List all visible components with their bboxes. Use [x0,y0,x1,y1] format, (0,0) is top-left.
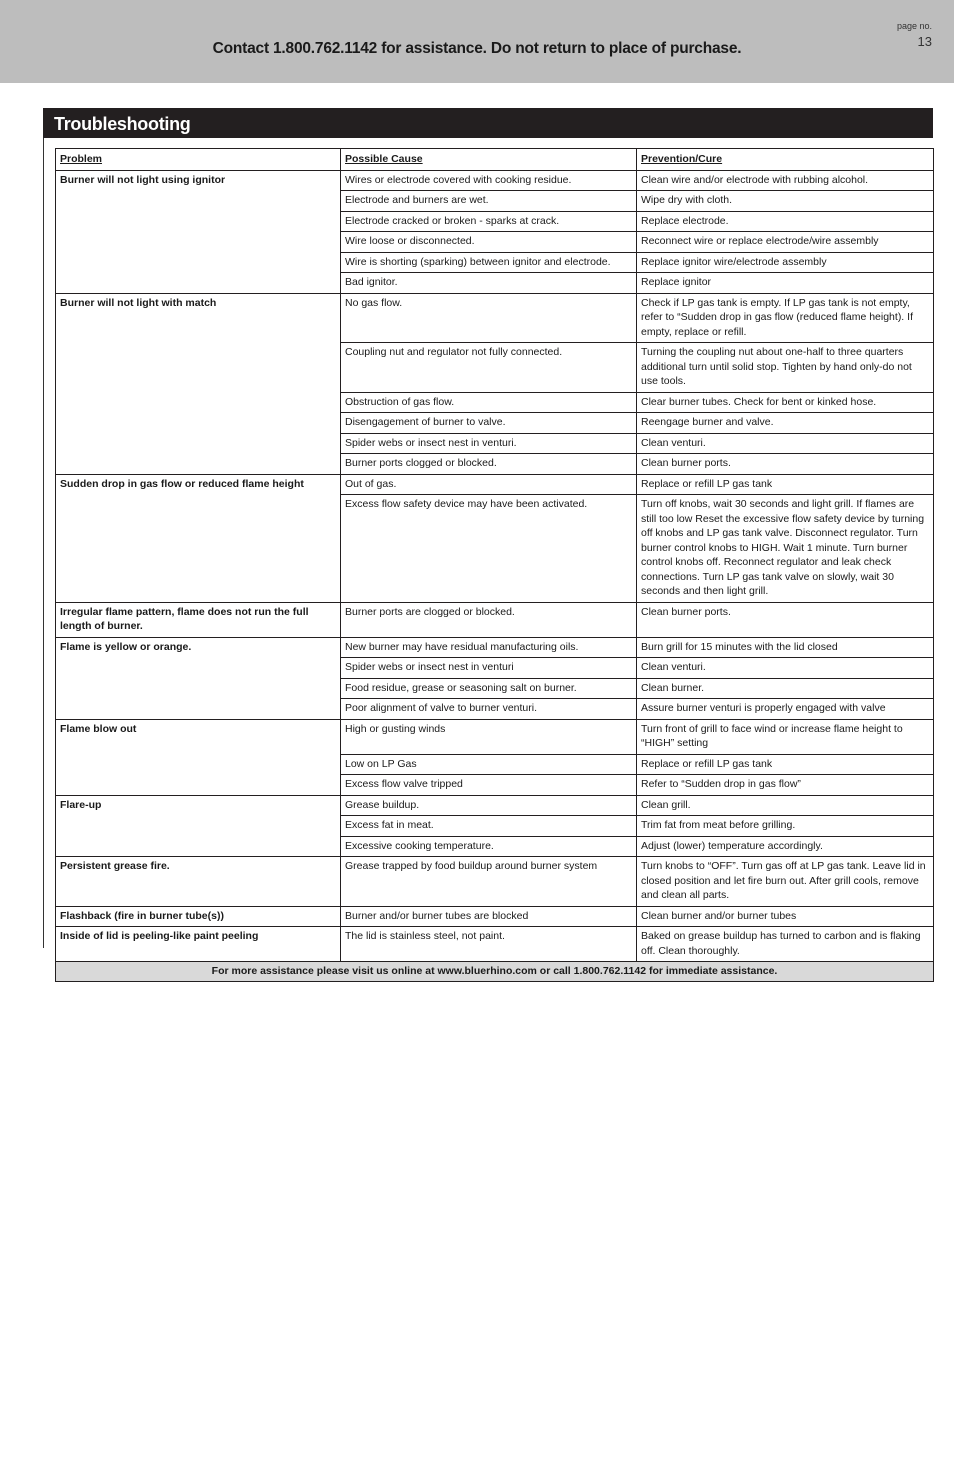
header-band [0,0,954,83]
column-header-problem: Problem [56,149,341,171]
cure-cell: Turn knobs to “OFF”. Turn gas off at LP gas tank. Leave lid in closed position and let fire burn out. After grill cools, remove and clean all parts. [637,857,934,907]
cause-cell: Electrode and burners are wet. [341,191,637,212]
cure-cell: Clean wire and/or electrode with rubbing alcohol. [637,170,934,191]
problem-cell: Burner will not light with match [56,293,341,474]
cure-cell: Reconnect wire or replace electrode/wire assembly [637,232,934,253]
assistance-note: For more assistance please visit us online at www.bluerhino.com or call 1.800.762.1142 for immediate assistance. [56,962,934,982]
cure-cell: Clear burner tubes. Check for bent or kinked hose. [637,392,934,413]
contact-line: Contact 1.800.762.1142 for assistance. Do not return to place of purchase. [212,40,742,57]
column-header-cause: Possible Cause [341,149,637,171]
table-row [56,719,934,754]
cure-cell: Burn grill for 15 minutes with the lid closed [637,637,934,658]
cure-cell: Clean burner. [637,678,934,699]
cause-cell: Low on LP Gas [341,754,637,775]
section-header-bar [43,108,933,138]
cause-cell: Grease trapped by food buildup around burner system [341,857,637,907]
cure-cell: Replace electrode. [637,211,934,232]
cause-cell: Burner ports are clogged or blocked. [341,602,637,637]
cause-cell: High or gusting winds [341,719,637,754]
cure-cell: Replace or refill LP gas tank [637,754,934,775]
cause-cell: No gas flow. [341,293,637,343]
cause-cell: Grease buildup. [341,795,637,816]
cause-cell: Obstruction of gas flow. [341,392,637,413]
cure-cell: Clean burner ports. [637,454,934,475]
cause-cell: Bad ignitor. [341,273,637,294]
cure-cell: Replace ignitor wire/electrode assembly [637,252,934,273]
cure-cell: Clean grill. [637,795,934,816]
cause-cell: Spider webs or insect nest in venturi [341,658,637,679]
problem-cell: Irregular flame pattern, flame does not run the full length of burner. [56,602,341,637]
table-row [56,795,934,816]
section-title: Troubleshooting [54,114,191,134]
cause-cell: Out of gas. [341,474,637,495]
cure-cell: Replace ignitor [637,273,934,294]
problem-cell: Flashback (fire in burner tube(s)) [56,906,341,927]
problem-cell: Inside of lid is peeling-like paint peeling [56,927,341,962]
cause-cell: Excess fat in meat. [341,816,637,837]
cause-cell: Excess flow valve tripped [341,775,637,796]
cause-cell: Excessive cooking temperature. [341,836,637,857]
cause-cell: Spider webs or insect nest in venturi. [341,433,637,454]
problem-cell: Flame is yellow or orange. [56,637,341,719]
table-row [56,637,934,658]
table-footer-row [56,962,934,982]
table-row [56,906,934,927]
column-header-cure: Prevention/Cure [637,149,934,171]
table-header-row [56,149,934,171]
cure-cell: Replace or refill LP gas tank [637,474,934,495]
troubleshooting-table [55,148,934,982]
table-row [56,857,934,907]
cure-cell: Assure burner venturi is properly engaged with valve [637,699,934,720]
table-row [56,170,934,191]
table-body [56,170,934,981]
cause-cell: Wire loose or disconnected. [341,232,637,253]
problem-cell: Flare-up [56,795,341,857]
cause-cell: Coupling nut and regulator not fully connected. [341,343,637,393]
cure-cell: Adjust (lower) temperature accordingly. [637,836,934,857]
cure-cell: Clean burner and/or burner tubes [637,906,934,927]
cause-cell: Wires or electrode covered with cooking residue. [341,170,637,191]
table-row [56,293,934,343]
cause-cell: Disengagement of burner to valve. [341,413,637,434]
cause-cell: Burner ports clogged or blocked. [341,454,637,475]
problem-cell: Persistent grease fire. [56,857,341,907]
table-row [56,602,934,637]
cause-cell: Wire is shorting (sparking) between ignitor and electrode. [341,252,637,273]
table-row [56,474,934,495]
cure-cell: Baked on grease buildup has turned to carbon and is flaking off. Clean thoroughly. [637,927,934,962]
page-number: 13 [917,34,932,49]
left-margin-rule [43,108,44,948]
cure-cell: Check if LP gas tank is empty. If LP gas tank is not empty, refer to “Sudden drop in gas flow (reduced flame height). If empty, replace or refill. [637,293,934,343]
cure-cell: Reengage burner and valve. [637,413,934,434]
problem-cell: Burner will not light using ignitor [56,170,341,293]
problem-cell: Flame blow out [56,719,341,795]
problem-cell: Sudden drop in gas flow or reduced flame height [56,474,341,602]
cure-cell: Wipe dry with cloth. [637,191,934,212]
cause-cell: Food residue, grease or seasoning salt on burner. [341,678,637,699]
cure-cell: Refer to “Sudden drop in gas flow” [637,775,934,796]
cause-cell: The lid is stainless steel, not paint. [341,927,637,962]
cause-cell: Excess flow safety device may have been activated. [341,495,637,603]
cause-cell: Poor alignment of valve to burner venturi. [341,699,637,720]
cause-cell: Burner and/or burner tubes are blocked [341,906,637,927]
cure-cell: Turn off knobs, wait 30 seconds and light grill. If flames are still too low Reset the excessive flow safety device by turning off knobs and LP gas tank valve. Disconnect regulator. Turn burner control knobs to HIGH. Wait 1 minute. Turn burner control knobs off. Reconnect regulator and leak check connections. Turn LP gas tank valve on slowly, wait 30 seconds and then light grill. [637,495,934,603]
cure-cell: Clean venturi. [637,658,934,679]
cure-cell: Clean burner ports. [637,602,934,637]
table-row [56,927,934,962]
cure-cell: Turn front of grill to face wind or increase flame height to “HIGH” setting [637,719,934,754]
cure-cell: Turning the coupling nut about one-half to three quarters additional turn until solid stop. Tighten by hand only-do not use tools. [637,343,934,393]
cure-cell: Trim fat from meat before grilling. [637,816,934,837]
cause-cell: Electrode cracked or broken - sparks at crack. [341,211,637,232]
page-number-label: page no. [896,21,932,31]
cause-cell: New burner may have residual manufacturing oils. [341,637,637,658]
cure-cell: Clean venturi. [637,433,934,454]
